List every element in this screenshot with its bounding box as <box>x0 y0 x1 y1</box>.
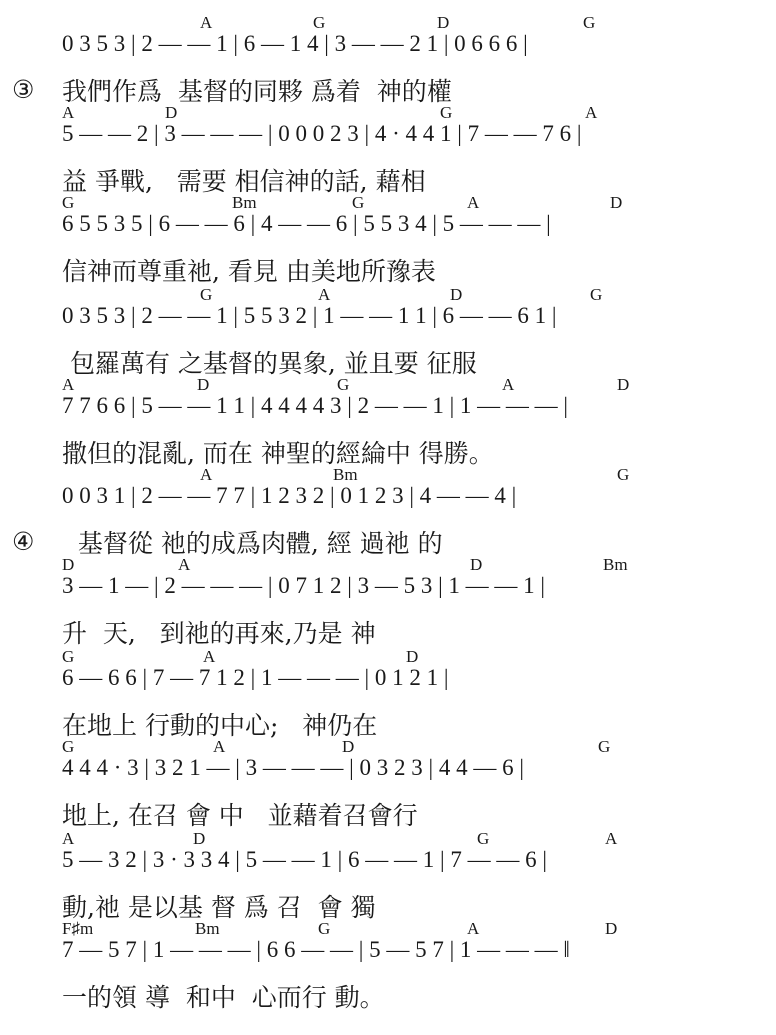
lyrics-line: 升 天, 到祂的再來,乃是 神 <box>62 619 376 648</box>
chord-label: G <box>62 193 75 212</box>
chord-label: A <box>200 465 213 484</box>
chord-label: A <box>502 375 515 394</box>
lyrics-line: 益 爭戰, 需要 相信神的話, 藉相 <box>62 167 426 196</box>
chord-label: Bm <box>603 555 628 574</box>
chord-label: D <box>342 737 355 756</box>
notation-line: 5 — 3 2 | 3 · 3 3 4 | 5 — — 1 | 6 — — 1 | 7 — — 6 | <box>62 847 547 872</box>
chord-label: Bm <box>195 919 220 938</box>
chord-label: D <box>450 285 463 304</box>
notation-line: 3 — 1 — | 2 — — — | 0 7 1 2 | 3 — 5 3 | 1 — — 1 | <box>62 573 546 598</box>
chord-label: A <box>318 285 331 304</box>
lyrics-line: 信神而尊重祂, 看見 由美地所豫表 <box>62 257 436 286</box>
chord-label: A <box>467 919 480 938</box>
lyrics-line: 撒但的混亂, 而在 神聖的經綸中 得勝。 <box>62 439 494 468</box>
notation-line: 0 3 5 3 | 2 — — 1 | 6 — 1 4 | 3 — — 2 1 | 0 6 6 6 | <box>62 31 528 56</box>
chord-label: G <box>590 285 603 304</box>
chord-label: A <box>62 103 75 122</box>
chord-label: D <box>610 193 623 212</box>
chord-label: D <box>605 919 618 938</box>
chord-label: A <box>178 555 191 574</box>
chord-label: G <box>440 103 453 122</box>
chord-label: D <box>617 375 630 394</box>
chord-label: G <box>318 919 331 938</box>
chord-label: G <box>352 193 365 212</box>
notation-line: 6 — 6 6 | 7 — 7 1 2 | 1 — — — | 0 1 2 1 | <box>62 665 449 690</box>
notation-line: 4 4 4 · 3 | 3 2 1 — | 3 — — — | 0 3 2 3 | 4 4 — 6 | <box>62 755 524 780</box>
chord-label: G <box>583 13 596 32</box>
chord-label: G <box>62 737 75 756</box>
chord-label: D <box>197 375 210 394</box>
chord-label: D <box>62 555 75 574</box>
chord-label: G <box>200 285 213 304</box>
lyrics-line: 基督從 祂的成爲肉體, 經 過祂 的 <box>62 529 443 558</box>
chord-label: G <box>617 465 630 484</box>
chord-label: Bm <box>232 193 257 212</box>
chord-label: G <box>313 13 326 32</box>
chord-label: A <box>62 829 75 848</box>
chord-label: A <box>585 103 598 122</box>
notation-line: 5 — — 2 | 3 — — — | 0 0 0 2 3 | 4 · 4 4 1 | 7 — — 7 6 | <box>62 121 582 146</box>
notation-line: 0 0 3 1 | 2 — — 7 7 | 1 2 3 2 | 0 1 2 3 | 4 — — 4 | <box>62 483 517 508</box>
chord-label: A <box>213 737 226 756</box>
chord-label: A <box>605 829 618 848</box>
notation-line: 0 3 5 3 | 2 — — 1 | 5 5 3 2 | 1 — — 1 1 | 6 — — 6 1 | <box>62 303 557 328</box>
chord-label: A <box>62 375 75 394</box>
lyrics-line: 在地上 行動的中心; 神仍在 <box>62 711 378 740</box>
chord-label: D <box>193 829 206 848</box>
notation-line: 6 5 5 3 5 | 6 — — 6 | 4 — — 6 | 5 5 3 4 | 5 — — — | <box>62 211 551 236</box>
chord-label: D <box>437 13 450 32</box>
chord-label: D <box>470 555 483 574</box>
chord-label: G <box>598 737 611 756</box>
chord-label: G <box>477 829 490 848</box>
chord-label: A <box>203 647 216 666</box>
chord-label: Bm <box>333 465 358 484</box>
verse-marker: ③ <box>12 75 35 104</box>
notation-line: 7 7 6 6 | 5 — — 1 1 | 4 4 4 4 3 | 2 — — 1 | 1 — — — | <box>62 393 569 418</box>
lyrics-line: 包羅萬有 之基督的異象, 並且要 征服 <box>62 349 477 378</box>
verse-marker: ④ <box>12 527 35 556</box>
notation-line: 7 — 5 7 | 1 — — — | 6 6 — — | 5 — 5 7 | 1 — — — ‖ <box>62 937 570 962</box>
chord-label: D <box>406 647 419 666</box>
chord-label: G <box>337 375 350 394</box>
chord-label: A <box>200 13 213 32</box>
lyrics-line: 地上, 在召 會 中 並藉着召會行 <box>62 801 418 830</box>
music-system <box>0 920 776 1035</box>
chord-label: G <box>62 647 75 666</box>
chord-label: D <box>165 103 178 122</box>
chord-label: A <box>467 193 480 212</box>
chord-label: F♯m <box>62 919 94 938</box>
lyrics-line: 一的領 導 和中 心而行 動。 <box>62 983 385 1012</box>
lyrics-line: 動,祂 是以基 督 爲 召 會 獨 <box>62 893 376 922</box>
lyrics-line: 我們作爲 基督的同夥 爲着 神的權 <box>62 77 452 106</box>
